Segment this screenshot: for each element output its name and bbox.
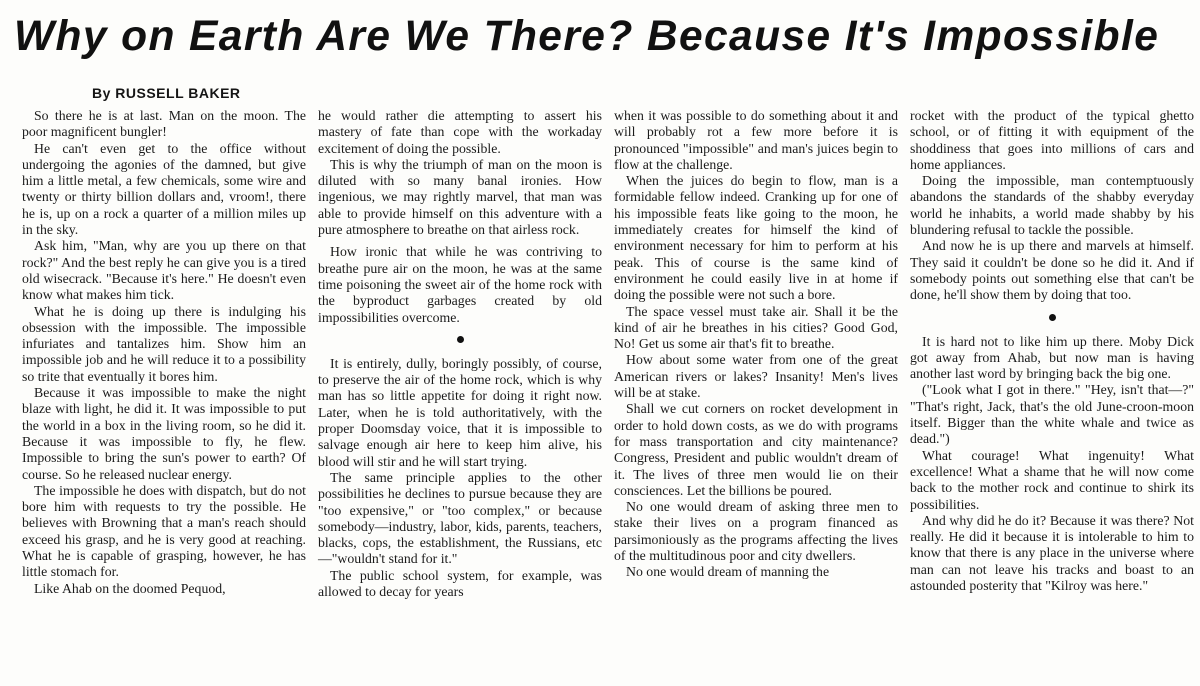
article-column-4	[910, 108, 1194, 594]
section-divider-bullet	[910, 310, 1194, 326]
paragraph: The same principle applies to the other possibilities he declines to pursue because they are "too expensive," or "too complex," or because somebody—industry, labor, kids, parents, teachers, blacks, cops, the establishment, the Russians, etc—"wouldn't stand for it."	[318, 469, 602, 567]
section-divider-bullet	[318, 332, 602, 348]
paragraph: So there he is at last. Man on the moon. The poor magnificent bungler!	[22, 108, 306, 140]
article-column-2	[318, 108, 602, 600]
bullet-icon	[1049, 314, 1056, 321]
byline: By RUSSELL BAKER	[92, 85, 241, 101]
paragraph: No one would dream of manning the	[626, 564, 830, 580]
paragraph: Like Ahab on the doomed Pequod,	[34, 580, 226, 596]
paragraph: He can't even get to the office without undergoing the agonies of the damned, but give him a little metal, a few chemicals, some wire and twenty or thirty billion dollars and, vroom!, there he is, up on a rock a quarter of a million miles up in the sky.	[22, 140, 306, 238]
paragraph: No one would dream of asking three men to stake their lives on a program financed as parsimoniously as the programs affecting the lives of the multitudinous poor and city dwellers.	[614, 499, 898, 564]
paragraph: Shall we cut corners on rocket development in order to hold down costs, as we do with programs for mass transportation and city maintenance? Congress, President and public wouldn't dream of it. The lives of three men would lie on their consciences. Let the billions be poured.	[614, 401, 898, 498]
paragraph: What courage! What ingenuity! What excellence! What a shame that he will now come back to the mother rock and continue to shirk its possibilities.	[910, 447, 1194, 512]
paragraph: he would rather die attempting to assert his mastery of fate than cope with the workaday excitement of doing the possible.	[318, 108, 602, 156]
paragraph: Ask him, "Man, why are you up there on that rock?" And the best reply he can give you is a tired old wisecrack. "Because it's here." He doesn't even know what makes him tick.	[22, 238, 306, 303]
article-column-1	[22, 108, 306, 597]
paragraph: How about some water from one of the great American rivers or lakes? Insanity! Men's lives will be at stake.	[614, 352, 898, 401]
paragraph: When the juices do begin to flow, man is a formidable fellow indeed. Cranking up for one of his impossible feats like going to the moon, he immediately creates for himself the kind of environment necessary for him to perform at his peak. This of course is the same kind of environment he could easily live in at home if doing the possible were not such a bore.	[614, 173, 898, 303]
paragraph: The impossible he does with dispatch, but do not bore him with requests to try the possible. He believes with Browning that a man's reach should exceed his grasp, and he is very good at reaching. What he is capable of grasping, however, he has little stomach for.	[22, 482, 306, 580]
bullet-icon	[457, 336, 464, 343]
headline: Why on Earth Are We There? Because It's Impossible	[14, 13, 1160, 60]
paragraph: And now he is up there and marvels at himself. They said it couldn't be done so he did it. And if somebody points out something else that can't be done, he'll show them by doing that too.	[910, 238, 1194, 303]
paragraph: What he is doing up there is indulging his obsession with the impossible. The impossible infuriates and tantalizes him. Show him an impossible job and he will reduce it to a possibility so trite that eventually it bores him.	[22, 303, 306, 384]
paragraph: Because it was impossible to make the night blaze with light, he did it. It was impossible to put the world in a box in the living room, so he did it. Because it was impossible to fly, he flew. Impossible to bring the sun's power to earth? Of course. So he released nuclear energy.	[22, 385, 306, 482]
paragraph: And why did he do it? Because it was there? Not really. He did it because it is intolerable to him to know that there is any place in the universe where man can not leave his tracks and boast to an astounded posterity that "Kilroy was here."	[910, 512, 1194, 594]
paragraph: Doing the impossible, man contemptuously abandons the standards of the shabby everyday world he inhabits, a world made shabby by his blundering refusal to tackle the possible.	[910, 173, 1194, 238]
paragraph: The space vessel must take air. Shall it be the kind of air he breathes in his cities? Good God, No! Get us some air that's fit to breathe.	[614, 303, 898, 352]
paragraph: This is why the triumph of man on the moon is diluted with so many banal ironies. How ingenious, we may rightly marvel, that man was able to provide himself on this adventure with a pure atmosphere to breathe on that airless rock.	[318, 156, 602, 238]
paragraph: The public school system, for example, was allowed to decay for years	[318, 567, 602, 600]
paragraph: How ironic that while he was contriving to breathe pure air on the moon, he was at the same time poisoning the sweet air of the home rock with the byproduct garbages created by old impossibilities overcome.	[318, 244, 602, 325]
paragraph: It is entirely, dully, boringly possibly, of course, to preserve the air of the home rock, which is why man has so little appetite for doing it right now. Later, when he is told authoritatively, with the proper Doomsday voice, that it is impossible to salvage enough air here to keep him alive, his blood will stir and he will start trying.	[318, 355, 602, 469]
article-column-3	[614, 108, 898, 581]
paragraph: when it was possible to do something about it and will probably rot a few more before it is pronounced "impossible" and man's juices begin to flow at the challenge.	[614, 108, 898, 172]
paragraph: rocket with the product of the typical ghetto school, or of fitting it with equipment of the shoddiness that goes into millions of cars and home appliances.	[910, 108, 1194, 172]
paragraph: ("Look what I got in there." "Hey, isn't that—?" "That's right, Jack, that's the old June-croon-moon itself. Bigger than the white whale and twice as dead.")	[910, 382, 1194, 447]
paragraph: It is hard not to like him up there. Moby Dick got away from Ahab, but now man is having another last word by bringing back the big one.	[910, 333, 1194, 382]
